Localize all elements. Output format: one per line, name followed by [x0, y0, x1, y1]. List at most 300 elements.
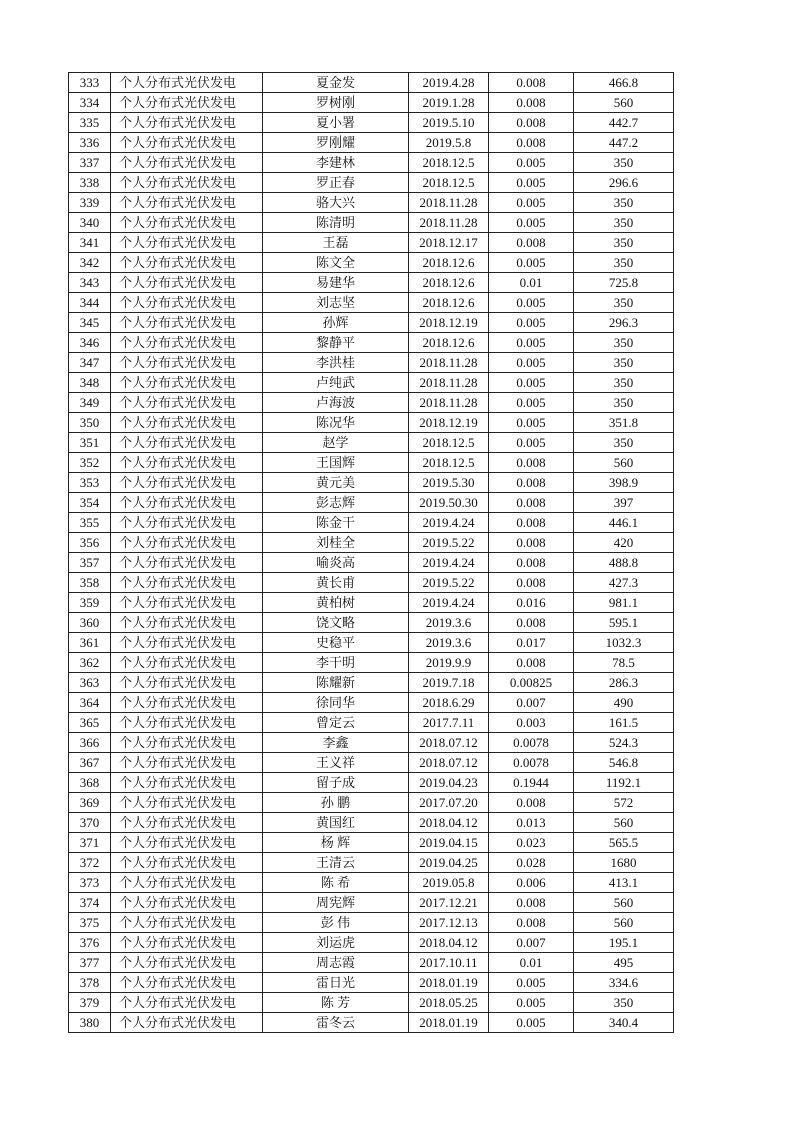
table-row [69, 493, 674, 513]
cell-project-type: 个人分布式光伏发电 [111, 713, 263, 733]
table-row [69, 653, 674, 673]
cell-project-type: 个人分布式光伏发电 [111, 113, 263, 133]
cell-name: 夏金发 [263, 73, 409, 93]
table-row [69, 113, 674, 133]
cell-amount: 350 [574, 993, 674, 1013]
cell-name: 罗刚耀 [263, 133, 409, 153]
cell-date: 2019.4.24 [409, 593, 489, 613]
cell-amount: 595.1 [574, 613, 674, 633]
cell-number: 357 [69, 553, 111, 573]
cell-amount: 565.5 [574, 833, 674, 853]
cell-name: 杨 辉 [263, 833, 409, 853]
cell-amount: 560 [574, 93, 674, 113]
cell-project-type: 个人分布式光伏发电 [111, 993, 263, 1013]
cell-project-type: 个人分布式光伏发电 [111, 733, 263, 753]
cell-capacity: 0.01 [489, 273, 574, 293]
cell-capacity: 0.005 [489, 293, 574, 313]
cell-capacity: 0.005 [489, 213, 574, 233]
cell-amount: 350 [574, 213, 674, 233]
cell-name: 雷日光 [263, 973, 409, 993]
cell-project-type: 个人分布式光伏发电 [111, 833, 263, 853]
cell-capacity: 0.007 [489, 693, 574, 713]
cell-date: 2019.04.25 [409, 853, 489, 873]
cell-amount: 420 [574, 533, 674, 553]
cell-number: 365 [69, 713, 111, 733]
cell-date: 2018.07.12 [409, 733, 489, 753]
cell-number: 367 [69, 753, 111, 773]
cell-number: 371 [69, 833, 111, 853]
table-row [69, 793, 674, 813]
cell-project-type: 个人分布式光伏发电 [111, 73, 263, 93]
table-row [69, 293, 674, 313]
cell-date: 2019.5.30 [409, 473, 489, 493]
cell-name: 刘桂全 [263, 533, 409, 553]
cell-name: 徐同华 [263, 693, 409, 713]
cell-capacity: 0.008 [489, 573, 574, 593]
table-row [69, 593, 674, 613]
table-row [69, 613, 674, 633]
cell-amount: 286.3 [574, 673, 674, 693]
cell-number: 339 [69, 193, 111, 213]
cell-date: 2018.11.28 [409, 193, 489, 213]
cell-name: 王磊 [263, 233, 409, 253]
cell-number: 362 [69, 653, 111, 673]
cell-name: 黄长甫 [263, 573, 409, 593]
cell-name: 卢纯武 [263, 373, 409, 393]
cell-date: 2018.01.19 [409, 973, 489, 993]
cell-project-type: 个人分布式光伏发电 [111, 813, 263, 833]
cell-name: 李建林 [263, 153, 409, 173]
cell-amount: 466.8 [574, 73, 674, 93]
table-row [69, 533, 674, 553]
cell-name: 王义祥 [263, 753, 409, 773]
cell-capacity: 0.005 [489, 173, 574, 193]
cell-capacity: 0.023 [489, 833, 574, 853]
cell-number: 350 [69, 413, 111, 433]
cell-date: 2018.05.25 [409, 993, 489, 1013]
cell-amount: 350 [574, 153, 674, 173]
table-row [69, 213, 674, 233]
cell-number: 338 [69, 173, 111, 193]
cell-name: 陈金干 [263, 513, 409, 533]
cell-capacity: 0.006 [489, 873, 574, 893]
table-row [69, 693, 674, 713]
cell-amount: 981.1 [574, 593, 674, 613]
cell-project-type: 个人分布式光伏发电 [111, 593, 263, 613]
cell-project-type: 个人分布式光伏发电 [111, 913, 263, 933]
cell-date: 2018.12.5 [409, 153, 489, 173]
cell-date: 2018.01.19 [409, 1013, 489, 1033]
table-row [69, 913, 674, 933]
cell-capacity: 0.00825 [489, 673, 574, 693]
cell-amount: 350 [574, 233, 674, 253]
cell-number: 347 [69, 353, 111, 373]
cell-capacity: 0.005 [489, 193, 574, 213]
cell-project-type: 个人分布式光伏发电 [111, 353, 263, 373]
cell-capacity: 0.007 [489, 933, 574, 953]
cell-capacity: 0.013 [489, 813, 574, 833]
cell-date: 2019.5.10 [409, 113, 489, 133]
cell-amount: 350 [574, 193, 674, 213]
cell-capacity: 0.008 [489, 893, 574, 913]
cell-date: 2018.11.28 [409, 373, 489, 393]
cell-capacity: 0.005 [489, 153, 574, 173]
cell-name: 雷冬云 [263, 1013, 409, 1033]
cell-date: 2018.12.5 [409, 433, 489, 453]
cell-name: 喻炎高 [263, 553, 409, 573]
cell-name: 夏小署 [263, 113, 409, 133]
table-row [69, 93, 674, 113]
cell-name: 王国辉 [263, 453, 409, 473]
cell-project-type: 个人分布式光伏发电 [111, 793, 263, 813]
cell-project-type: 个人分布式光伏发电 [111, 893, 263, 913]
cell-project-type: 个人分布式光伏发电 [111, 673, 263, 693]
cell-project-type: 个人分布式光伏发电 [111, 333, 263, 353]
cell-project-type: 个人分布式光伏发电 [111, 453, 263, 473]
cell-project-type: 个人分布式光伏发电 [111, 633, 263, 653]
cell-name: 刘志坚 [263, 293, 409, 313]
cell-project-type: 个人分布式光伏发电 [111, 933, 263, 953]
table-row [69, 473, 674, 493]
cell-amount: 296.6 [574, 173, 674, 193]
cell-project-type: 个人分布式光伏发电 [111, 613, 263, 633]
cell-amount: 351.8 [574, 413, 674, 433]
cell-date: 2018.12.5 [409, 173, 489, 193]
cell-name: 罗正春 [263, 173, 409, 193]
cell-date: 2019.5.22 [409, 533, 489, 553]
table-row [69, 993, 674, 1013]
cell-name: 曾定云 [263, 713, 409, 733]
table-row [69, 153, 674, 173]
cell-number: 372 [69, 853, 111, 873]
cell-amount: 350 [574, 293, 674, 313]
table-row [69, 453, 674, 473]
cell-number: 373 [69, 873, 111, 893]
table-row [69, 173, 674, 193]
cell-number: 370 [69, 813, 111, 833]
table-row [69, 253, 674, 273]
table-row [69, 273, 674, 293]
cell-name: 黄柏树 [263, 593, 409, 613]
cell-date: 2018.07.12 [409, 753, 489, 773]
cell-date: 2017.12.13 [409, 913, 489, 933]
table-row [69, 513, 674, 533]
cell-number: 353 [69, 473, 111, 493]
table-row [69, 813, 674, 833]
cell-amount: 446.1 [574, 513, 674, 533]
cell-capacity: 0.008 [489, 553, 574, 573]
cell-amount: 725.8 [574, 273, 674, 293]
table-row [69, 73, 674, 93]
cell-name: 史稳平 [263, 633, 409, 653]
cell-name: 陈 希 [263, 873, 409, 893]
cell-amount: 78.5 [574, 653, 674, 673]
cell-number: 378 [69, 973, 111, 993]
cell-number: 368 [69, 773, 111, 793]
table-row [69, 433, 674, 453]
table-row [69, 353, 674, 373]
cell-number: 376 [69, 933, 111, 953]
cell-project-type: 个人分布式光伏发电 [111, 873, 263, 893]
cell-date: 2017.10.11 [409, 953, 489, 973]
cell-date: 2019.7.18 [409, 673, 489, 693]
cell-name: 留子成 [263, 773, 409, 793]
cell-amount: 350 [574, 433, 674, 453]
cell-number: 341 [69, 233, 111, 253]
table-row [69, 953, 674, 973]
cell-number: 375 [69, 913, 111, 933]
cell-number: 361 [69, 633, 111, 653]
cell-amount: 350 [574, 353, 674, 373]
cell-date: 2019.5.8 [409, 133, 489, 153]
cell-amount: 447.2 [574, 133, 674, 153]
table-row [69, 873, 674, 893]
cell-number: 360 [69, 613, 111, 633]
cell-amount: 1192.1 [574, 773, 674, 793]
cell-project-type: 个人分布式光伏发电 [111, 93, 263, 113]
cell-name: 孙辉 [263, 313, 409, 333]
table-row [69, 733, 674, 753]
cell-capacity: 0.01 [489, 953, 574, 973]
cell-project-type: 个人分布式光伏发电 [111, 293, 263, 313]
cell-amount: 334.6 [574, 973, 674, 993]
cell-date: 2018.12.6 [409, 253, 489, 273]
cell-number: 355 [69, 513, 111, 533]
cell-capacity: 0.005 [489, 333, 574, 353]
cell-number: 374 [69, 893, 111, 913]
table-row [69, 333, 674, 353]
cell-capacity: 0.008 [489, 233, 574, 253]
cell-name: 黎静平 [263, 333, 409, 353]
cell-amount: 195.1 [574, 933, 674, 953]
table-row [69, 673, 674, 693]
table-row [69, 853, 674, 873]
cell-number: 334 [69, 93, 111, 113]
table-row [69, 1013, 674, 1033]
cell-number: 336 [69, 133, 111, 153]
cell-capacity: 0.003 [489, 713, 574, 733]
cell-number: 354 [69, 493, 111, 513]
cell-amount: 524.3 [574, 733, 674, 753]
cell-capacity: 0.016 [489, 593, 574, 613]
cell-capacity: 0.008 [489, 913, 574, 933]
cell-amount: 546.8 [574, 753, 674, 773]
cell-number: 346 [69, 333, 111, 353]
table-row [69, 553, 674, 573]
cell-capacity: 0.017 [489, 633, 574, 653]
cell-date: 2018.11.28 [409, 393, 489, 413]
cell-name: 陈文全 [263, 253, 409, 273]
cell-date: 2018.12.6 [409, 293, 489, 313]
cell-date: 2017.12.21 [409, 893, 489, 913]
cell-date: 2018.12.6 [409, 333, 489, 353]
cell-project-type: 个人分布式光伏发电 [111, 233, 263, 253]
cell-amount: 560 [574, 913, 674, 933]
cell-date: 2018.11.28 [409, 353, 489, 373]
cell-project-type: 个人分布式光伏发电 [111, 1013, 263, 1033]
cell-project-type: 个人分布式光伏发电 [111, 693, 263, 713]
cell-name: 刘运虎 [263, 933, 409, 953]
table-row [69, 373, 674, 393]
cell-name: 陈耀新 [263, 673, 409, 693]
cell-date: 2019.4.28 [409, 73, 489, 93]
cell-number: 356 [69, 533, 111, 553]
cell-number: 358 [69, 573, 111, 593]
cell-date: 2019.1.28 [409, 93, 489, 113]
cell-amount: 350 [574, 333, 674, 353]
cell-number: 364 [69, 693, 111, 713]
cell-capacity: 0.005 [489, 353, 574, 373]
cell-date: 2019.50.30 [409, 493, 489, 513]
cell-project-type: 个人分布式光伏发电 [111, 533, 263, 553]
cell-number: 345 [69, 313, 111, 333]
cell-date: 2018.12.19 [409, 413, 489, 433]
cell-name: 罗树刚 [263, 93, 409, 113]
cell-date: 2019.5.22 [409, 573, 489, 593]
cell-name: 王清云 [263, 853, 409, 873]
cell-project-type: 个人分布式光伏发电 [111, 773, 263, 793]
cell-capacity: 0.028 [489, 853, 574, 873]
table-row [69, 413, 674, 433]
cell-name: 黄国红 [263, 813, 409, 833]
cell-capacity: 0.008 [489, 73, 574, 93]
cell-capacity: 0.008 [489, 453, 574, 473]
table-row [69, 633, 674, 653]
table-row [69, 713, 674, 733]
cell-project-type: 个人分布式光伏发电 [111, 473, 263, 493]
cell-name: 陈清明 [263, 213, 409, 233]
cell-number: 352 [69, 453, 111, 473]
cell-project-type: 个人分布式光伏发电 [111, 173, 263, 193]
cell-amount: 296.3 [574, 313, 674, 333]
cell-capacity: 0.008 [489, 533, 574, 553]
cell-name: 黄元美 [263, 473, 409, 493]
cell-name: 李鑫 [263, 733, 409, 753]
cell-amount: 350 [574, 393, 674, 413]
cell-date: 2019.04.23 [409, 773, 489, 793]
cell-project-type: 个人分布式光伏发电 [111, 653, 263, 673]
cell-amount: 495 [574, 953, 674, 973]
cell-amount: 1680 [574, 853, 674, 873]
cell-number: 369 [69, 793, 111, 813]
cell-project-type: 个人分布式光伏发电 [111, 153, 263, 173]
cell-amount: 427.3 [574, 573, 674, 593]
cell-number: 359 [69, 593, 111, 613]
cell-name: 易建华 [263, 273, 409, 293]
cell-date: 2019.3.6 [409, 613, 489, 633]
cell-capacity: 0.005 [489, 1013, 574, 1033]
table-row [69, 893, 674, 913]
cell-amount: 340.4 [574, 1013, 674, 1033]
cell-project-type: 个人分布式光伏发电 [111, 373, 263, 393]
cell-project-type: 个人分布式光伏发电 [111, 133, 263, 153]
cell-amount: 1032.3 [574, 633, 674, 653]
cell-date: 2018.04.12 [409, 813, 489, 833]
cell-date: 2019.4.24 [409, 553, 489, 573]
cell-capacity: 0.005 [489, 253, 574, 273]
cell-capacity: 0.008 [489, 93, 574, 113]
cell-project-type: 个人分布式光伏发电 [111, 213, 263, 233]
cell-project-type: 个人分布式光伏发电 [111, 273, 263, 293]
cell-amount: 350 [574, 373, 674, 393]
cell-date: 2019.3.6 [409, 633, 489, 653]
cell-number: 333 [69, 73, 111, 93]
cell-capacity: 0.005 [489, 433, 574, 453]
cell-amount: 350 [574, 253, 674, 273]
cell-name: 李洪桂 [263, 353, 409, 373]
cell-capacity: 0.008 [489, 513, 574, 533]
cell-project-type: 个人分布式光伏发电 [111, 493, 263, 513]
cell-capacity: 0.005 [489, 973, 574, 993]
cell-name: 孙 鹏 [263, 793, 409, 813]
table-row [69, 973, 674, 993]
cell-project-type: 个人分布式光伏发电 [111, 973, 263, 993]
cell-number: 366 [69, 733, 111, 753]
cell-project-type: 个人分布式光伏发电 [111, 393, 263, 413]
table-row [69, 393, 674, 413]
cell-number: 349 [69, 393, 111, 413]
cell-name: 饶文略 [263, 613, 409, 633]
cell-name: 李干明 [263, 653, 409, 673]
cell-capacity: 0.008 [489, 793, 574, 813]
cell-capacity: 0.005 [489, 373, 574, 393]
cell-amount: 397 [574, 493, 674, 513]
cell-date: 2018.11.28 [409, 213, 489, 233]
cell-number: 380 [69, 1013, 111, 1033]
cell-date: 2018.12.6 [409, 273, 489, 293]
cell-date: 2019.9.9 [409, 653, 489, 673]
cell-capacity: 0.1944 [489, 773, 574, 793]
cell-number: 351 [69, 433, 111, 453]
cell-date: 2017.7.11 [409, 713, 489, 733]
cell-name: 陈况华 [263, 413, 409, 433]
cell-amount: 490 [574, 693, 674, 713]
cell-capacity: 0.008 [489, 613, 574, 633]
cell-name: 彭 伟 [263, 913, 409, 933]
cell-capacity: 0.008 [489, 653, 574, 673]
cell-project-type: 个人分布式光伏发电 [111, 433, 263, 453]
table-row [69, 773, 674, 793]
cell-date: 2019.4.24 [409, 513, 489, 533]
cell-date: 2018.12.5 [409, 453, 489, 473]
cell-project-type: 个人分布式光伏发电 [111, 753, 263, 773]
cell-number: 377 [69, 953, 111, 973]
cell-date: 2018.12.19 [409, 313, 489, 333]
cell-project-type: 个人分布式光伏发电 [111, 573, 263, 593]
cell-date: 2017.07.20 [409, 793, 489, 813]
cell-capacity: 0.0078 [489, 733, 574, 753]
cell-date: 2018.12.17 [409, 233, 489, 253]
cell-date: 2019.05.8 [409, 873, 489, 893]
cell-number: 342 [69, 253, 111, 273]
cell-project-type: 个人分布式光伏发电 [111, 553, 263, 573]
cell-project-type: 个人分布式光伏发电 [111, 413, 263, 433]
cell-number: 379 [69, 993, 111, 1013]
cell-amount: 560 [574, 453, 674, 473]
cell-capacity: 0.008 [489, 473, 574, 493]
table-row [69, 573, 674, 593]
table-row [69, 233, 674, 253]
cell-amount: 161.5 [574, 713, 674, 733]
cell-capacity: 0.005 [489, 993, 574, 1013]
cell-number: 344 [69, 293, 111, 313]
cell-amount: 442.7 [574, 113, 674, 133]
cell-project-type: 个人分布式光伏发电 [111, 853, 263, 873]
cell-name: 赵学 [263, 433, 409, 453]
cell-capacity: 0.0078 [489, 753, 574, 773]
cell-name: 骆大兴 [263, 193, 409, 213]
cell-name: 卢海波 [263, 393, 409, 413]
